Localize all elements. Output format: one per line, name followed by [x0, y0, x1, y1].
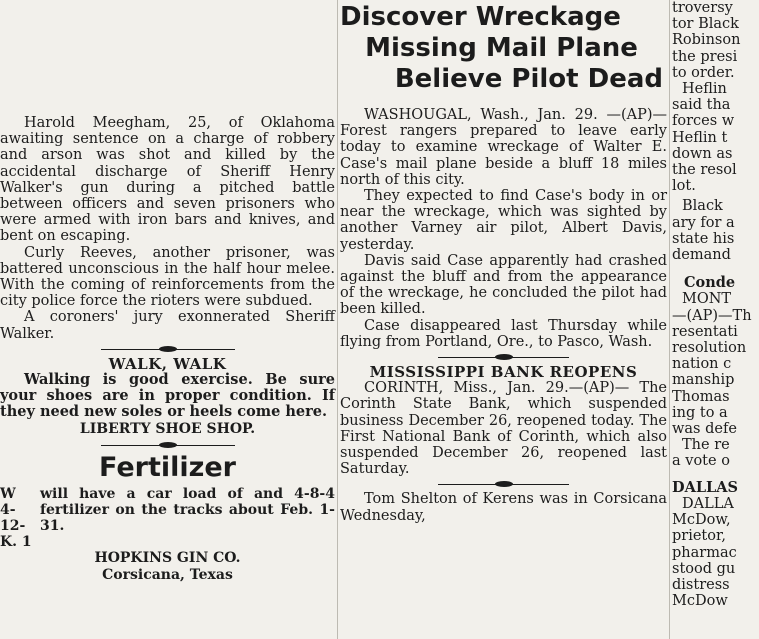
paragraph: Davis said Case apparently had crashed against the bluff and from the appearance of the wreckage, he concluded the pilot had been killed. — [340, 252, 667, 318]
column-middle — [340, 0, 667, 524]
text-line: McDow, — [672, 512, 731, 529]
text-line: stood gu — [672, 560, 736, 577]
ad-fertilizer — [0, 452, 335, 584]
text-line: pharmac — [672, 544, 737, 561]
text-line: the presi — [672, 48, 738, 65]
text-line: the resol — [672, 162, 737, 179]
fragment-line: 4-12- — [0, 501, 26, 534]
text-line: forces w — [672, 113, 735, 130]
text-line: Heflin t — [672, 129, 728, 146]
text-line: McDow — [672, 593, 728, 610]
paragraph: WASHOUGAL, Wash., Jan. 29. —(AP)—Forest rangers prepared to leave early today to examine wreckage of Walter E. Case's mail plane beside a bluff 18 miles north of this city. — [340, 107, 667, 188]
text-line: The re — [682, 437, 730, 454]
story-harold-meegham — [0, 115, 335, 342]
text-line: nation c — [672, 356, 732, 373]
text-line: —(AP)—Th — [672, 307, 752, 324]
text-line: tor Black — [672, 16, 739, 33]
text-line: manship — [672, 372, 735, 389]
story-heading: DALLAS — [672, 478, 738, 496]
story-bank — [340, 364, 667, 477]
ad-body: Walking is good exercise. Be sure your shoes are in proper condition. If they need new soles or heels come here. — [0, 371, 335, 421]
text-line: distress — [672, 576, 730, 593]
text-line: Heflin — [682, 81, 727, 98]
text-line: Thomas — [672, 388, 730, 405]
section-divider — [0, 344, 335, 354]
text-line: state his — [672, 230, 735, 247]
text-line: said tha — [672, 97, 731, 114]
ad-company: HOPKINS GIN CO. — [94, 549, 241, 566]
text-line: to order. — [672, 64, 735, 81]
ad-walk — [0, 356, 335, 438]
headline-line: Discover Wreckage — [340, 2, 621, 32]
text-line: resolution — [672, 340, 747, 357]
text-line: resentati — [672, 323, 738, 340]
paragraph: Harold Meegham, 25, of Oklahoma awaiting sentence on a charge of robbery and arson was shot and killed by the accidental discharge of Sheriff Henry Walker's gun during a pitched battle between officers and seven prisoners who were armed with iron bars and knives, and bent on escaping. — [0, 115, 335, 245]
headline-line: Missing Mail Plane — [365, 33, 638, 63]
column-left — [0, 0, 335, 584]
section-divider — [340, 352, 667, 362]
text-line: down as — [672, 145, 733, 162]
ad-heading: WALK, WALK — [108, 354, 227, 373]
paragraph: They expected to find Case's body in or near the wreckage, which was sighted by another Varney air pilot, Albert Davis, yesterday. — [340, 188, 667, 253]
top-clipped-area — [0, 0, 335, 115]
section-divider — [0, 440, 335, 450]
column-rule — [669, 0, 670, 639]
text-line: ing to a — [672, 404, 728, 421]
text-line: demand — [672, 247, 731, 264]
text-line: MONT — [682, 291, 732, 308]
text-line: Black — [682, 198, 723, 215]
column-rule — [337, 0, 338, 639]
text-line: lot. — [672, 178, 696, 195]
paragraph: Curly Reeves, another prisoner, was battered unconscious in the half hour melee. With the coming of reinforcements from the city police force the rioters were subdued. — [0, 244, 335, 310]
headline — [340, 2, 667, 95]
paragraph: Tom Shelton of Kerens was in Corsicana Wednesday, — [340, 491, 667, 524]
ad-heading: Fertilizer — [99, 451, 236, 483]
text-line: troversy — [672, 0, 733, 16]
headline-line: Believe Pilot Dead — [394, 64, 663, 94]
ad-city: Corsicana, Texas — [102, 566, 233, 583]
story-heading: Conde — [684, 274, 736, 292]
text-line: was defe — [672, 421, 737, 438]
text-line: Robinson — [672, 32, 741, 49]
paragraph: CORINTH, Miss., Jan. 29.—(AP)— The Corinth State Bank, which suspended business December 26, reopened today. The First National Bank of Corinth, which also suspended December 26, reopened last Saturday. — [340, 380, 667, 478]
fragment-line: W — [0, 485, 16, 502]
story-heading: MISSISSIPPI BANK REOPENS — [369, 363, 638, 382]
text-line: prietor, — [672, 528, 726, 545]
text-line: DALLA — [682, 495, 734, 512]
section-divider — [340, 479, 667, 489]
text-line: ary for a — [672, 214, 735, 231]
paragraph: A coroners' jury exonnerated Sheriff Walker. — [0, 309, 335, 342]
fragment-line: K. 1 — [0, 533, 32, 550]
ad-body — [0, 486, 335, 550]
ad-shop-name: LIBERTY SHOE SHOP. — [79, 420, 256, 437]
text-line: a vote o — [672, 453, 730, 470]
paragraph: Case disappeared last Thursday while flying from Portland, Ore., to Pasco, Wash. — [340, 317, 667, 350]
story-wreckage — [340, 107, 667, 350]
column-right-clipped — [672, 0, 759, 639]
ad-left-fragment — [0, 486, 40, 550]
ad-text: will have a car load of and 4-8-4 fertilizer on the tracks about Feb. 1-31. — [40, 485, 335, 534]
